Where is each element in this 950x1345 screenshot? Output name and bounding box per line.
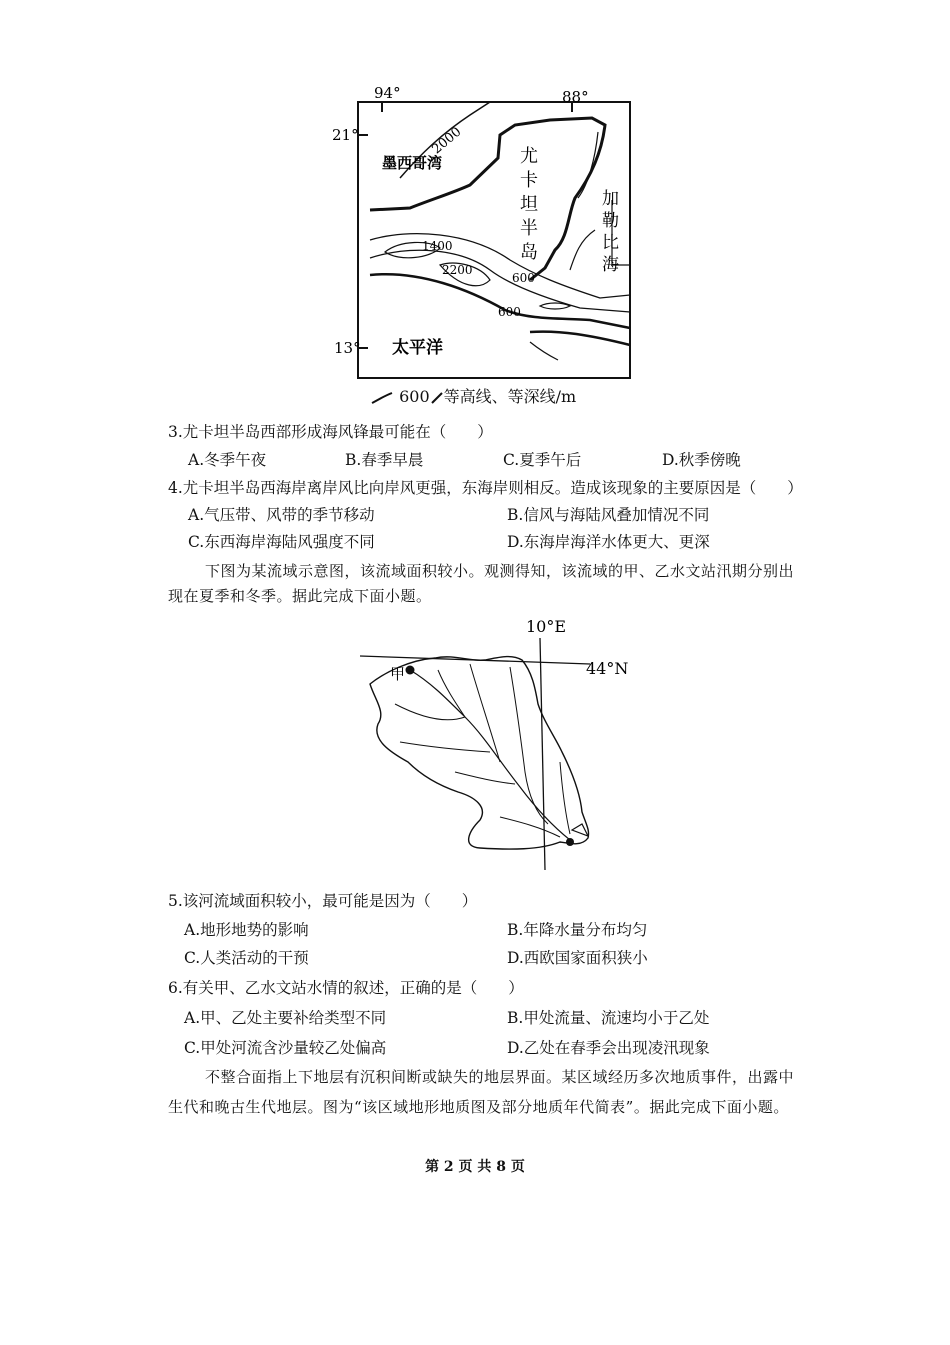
map1-legend	[370, 384, 576, 407]
contour-1400: 1400	[422, 239, 453, 253]
contour-600b: 600	[498, 305, 521, 319]
q4-option-b: B.信风与海陆风叠加情况不同	[507, 506, 710, 524]
q5-option-d: D.西欧国家面积狭小	[507, 949, 648, 967]
gulf-of-mexico-label: 墨西哥湾	[382, 154, 443, 172]
caribbean-label	[602, 189, 619, 275]
basin-map	[350, 612, 650, 874]
lon-88-label: 88°	[562, 88, 589, 106]
q3-option-d: D.秋季傍晚	[662, 451, 741, 469]
contour-legend-icon-2	[430, 391, 444, 405]
yucatan-map	[330, 80, 635, 380]
svg-text:坦: 坦	[520, 194, 538, 215]
svg-text:勒: 勒	[602, 211, 619, 231]
svg-text:加: 加	[602, 189, 619, 209]
q3-option-a: A.冬季午夜	[188, 451, 267, 469]
svg-text:海: 海	[602, 255, 619, 275]
station-jia-label: 甲	[390, 665, 406, 683]
svg-text:比: 比	[602, 233, 619, 253]
lat-44n-label: 44°N	[586, 659, 629, 678]
page-number: 第 2 页 共 8 页	[425, 1159, 525, 1175]
q6-option-a: A.甲、乙处主要补给类型不同	[184, 1009, 387, 1027]
legend-value: 600	[399, 387, 430, 406]
q4-stem: 4.尤卡坦半岛西海岸离岸风比向岸风更强，东海岸则相反。造成该现象的主要原因是（ ）	[168, 479, 803, 497]
lat-13-label: 13°	[334, 339, 361, 357]
contour-600a: 600	[512, 271, 535, 285]
q4-option-a: A.气压带、风带的季节移动	[188, 506, 375, 524]
q3-option-b: B.春季早晨	[345, 451, 424, 469]
svg-text:尤: 尤	[520, 146, 538, 167]
svg-text:卡: 卡	[520, 170, 538, 191]
q6-option-d: D.乙处在春季会出现凌汛现象	[507, 1039, 710, 1057]
q5-option-a: A.地形地势的影响	[184, 921, 309, 939]
contour-2000: 2000	[429, 124, 465, 158]
q5-option-b: B.年降水量分布均匀	[507, 921, 648, 939]
svg-text:半: 半	[520, 218, 538, 239]
lon-10e-label: 10°E	[526, 617, 567, 636]
q6-option-b: B.甲处流量、流速均小于乙处	[507, 1009, 710, 1027]
q3-stem: 3.尤卡坦半岛西部形成海风锋最可能在（ ）	[168, 423, 493, 441]
lon-94-label: 94°	[374, 84, 401, 102]
svg-text:岛: 岛	[520, 242, 538, 263]
station-jia-marker	[406, 666, 415, 675]
intro2-line2: 现在夏季和冬季。据此完成下面小题。	[168, 587, 432, 605]
station-yi-marker	[566, 838, 574, 846]
intro2-line1: 下图为某流域示意图，该流域面积较小。观测得知，该流域的甲、乙水文站汛期分别出	[205, 562, 795, 580]
q3-option-c: C.夏季午后	[503, 451, 582, 469]
q6-option-c: C.甲处河流含沙量较乙处偏高	[184, 1039, 387, 1057]
intro3-line2: 生代和晚古生代地层。图为“该区域地形地质图及部分地质年代简表”。据此完成下面小题。	[168, 1098, 789, 1116]
contour-legend-icon	[370, 391, 394, 405]
q5-stem: 5.该河流域面积较小，最可能是因为（ ）	[168, 892, 478, 910]
peninsula-label	[520, 146, 538, 263]
q4-option-d: D.东海岸海洋水体更大、更深	[507, 533, 710, 551]
q5-option-c: C.人类活动的干预	[184, 949, 309, 967]
pacific-label: 太平洋	[392, 338, 443, 358]
legend-text: 等高线、等深线/m	[443, 387, 577, 406]
contour-2200: 2200	[442, 263, 473, 277]
q6-stem: 6.有关甲、乙水文站水情的叙述，正确的是（ ）	[168, 979, 524, 997]
intro3-line1: 不整合面指上下地层有沉积间断或缺失的地层界面。某区域经历多次地质事件，出露中	[205, 1068, 795, 1086]
lat-21-label: 21°	[332, 126, 359, 144]
q4-option-c: C.东西海岸海陆风强度不同	[188, 533, 375, 551]
